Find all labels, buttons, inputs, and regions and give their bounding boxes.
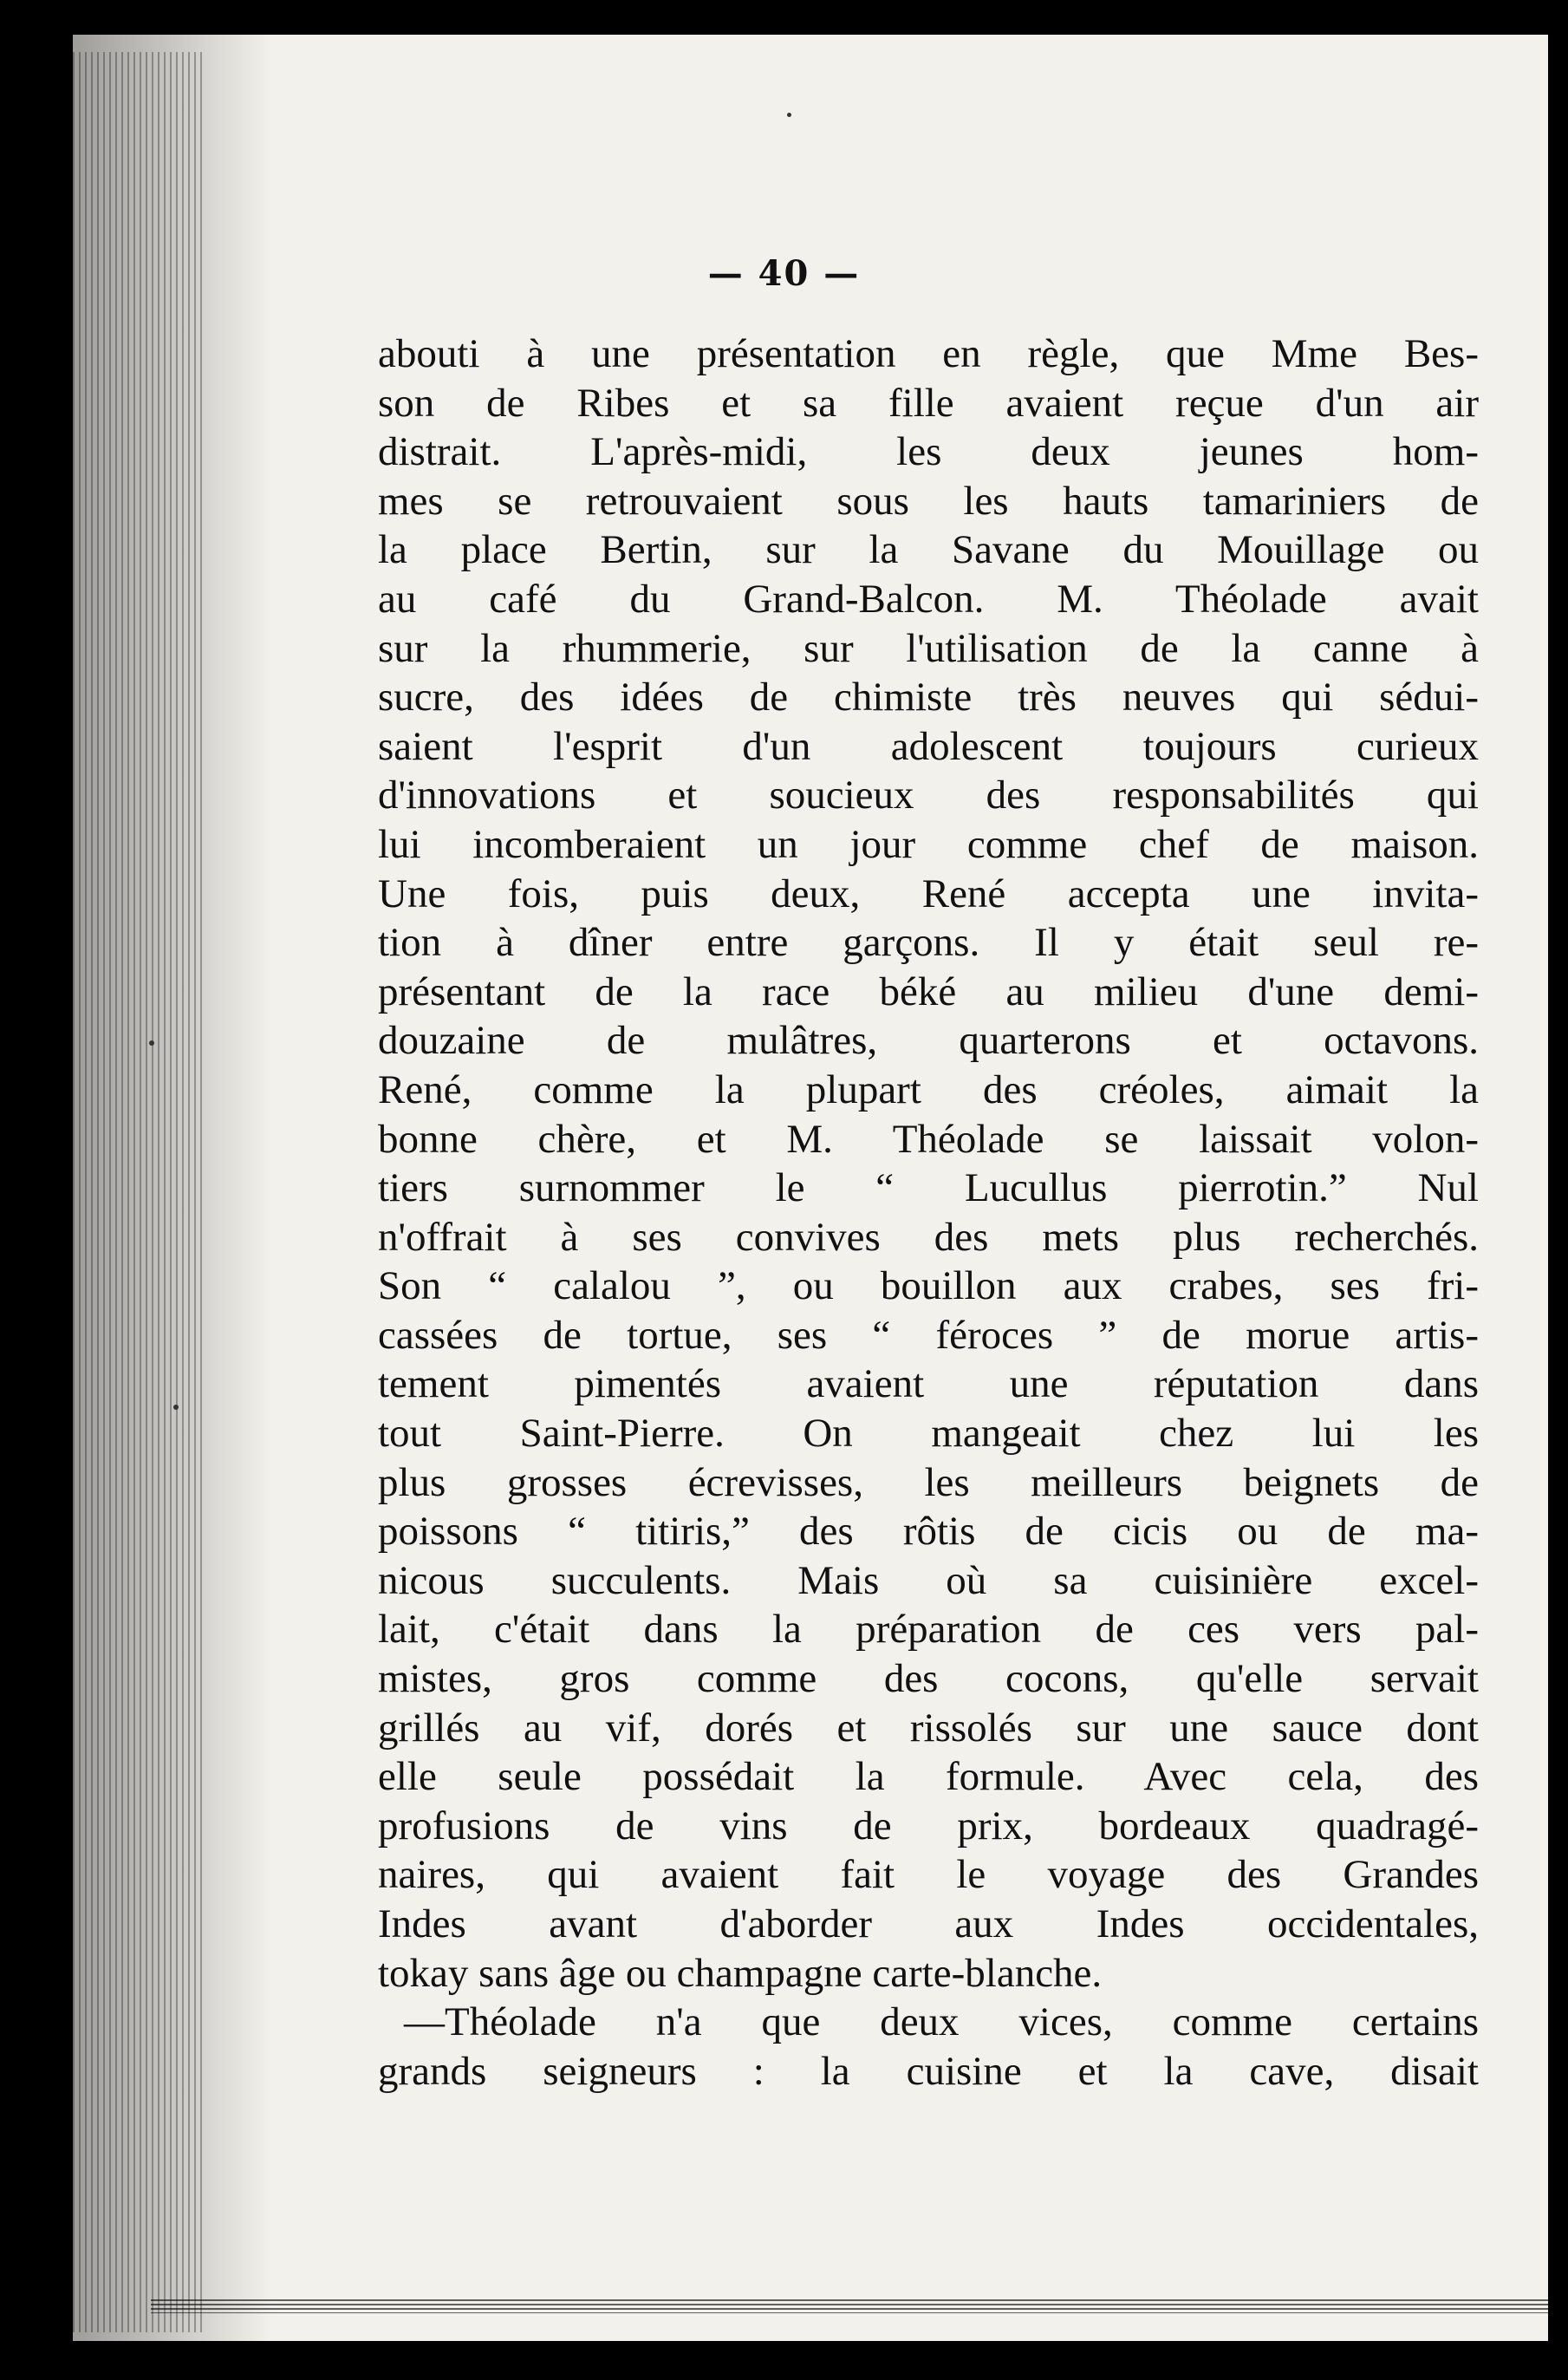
margin-speck bbox=[173, 1405, 179, 1410]
text-line: douzaine de mulâtres, quarterons et octavons. bbox=[378, 1018, 1479, 1064]
text-line: d'innovations et soucieux des responsabilités qui bbox=[378, 773, 1479, 818]
text-line: n'offrait à ses convives des mets plus recherchés. bbox=[378, 1214, 1479, 1260]
text-line: tokay sans âge ou champagne carte-blanche. bbox=[378, 1950, 1103, 1996]
text-line: profusions de vins de prix, bordeaux quadragé- bbox=[378, 1803, 1479, 1849]
text-line: distrait. L'après-midi, les deux jeunes hom- bbox=[378, 429, 1479, 475]
text-line: Une fois, puis deux, René accepta une invita- bbox=[378, 870, 1479, 916]
text-line: lui incomberaient un jour comme chef de maison. bbox=[378, 821, 1479, 867]
text-line: tout Saint-Pierre. On mangeait chez lui les bbox=[378, 1411, 1479, 1457]
page-number: — 40 — bbox=[707, 253, 861, 294]
text-line: sucre, des idées de chimiste très neuves qui sédui- bbox=[378, 675, 1479, 721]
text-line: grands seigneurs : la cuisine et la cave, disait bbox=[378, 2048, 1479, 2094]
text-line: bonne chère, et M. Théolade se laissait volon- bbox=[378, 1116, 1479, 1162]
text-line: grillés au vif, dorés et rissolés sur une sauce dont bbox=[378, 1705, 1479, 1751]
text-line: tement pimentés avaient une réputation dans bbox=[378, 1361, 1479, 1407]
text-line: lait, c'était dans la préparation de ces vers pal- bbox=[378, 1607, 1479, 1653]
margin-speck bbox=[787, 113, 791, 117]
text-line: mistes, gros comme des cocons, qu'elle servait bbox=[378, 1656, 1479, 1702]
page-edge-stack bbox=[73, 52, 203, 2332]
text-line: nicous succulents. Mais où sa cuisinière excel- bbox=[378, 1557, 1479, 1603]
text-line: présentant de la race béké au milieu d'une demi- bbox=[378, 968, 1479, 1014]
text-line: naires, qui avaient fait le voyage des Grandes bbox=[378, 1852, 1479, 1898]
text-line: plus grosses écrevisses, les meilleurs beignets de bbox=[378, 1459, 1479, 1505]
text-line: poissons “ titiris,” des rôtis de cicis ou de ma- bbox=[378, 1509, 1479, 1555]
text-line: Son “ calalou ”, ou bouillon aux crabes, ses fri- bbox=[378, 1263, 1479, 1309]
text-line: son de Ribes et sa fille avaient reçue d'un air bbox=[378, 380, 1479, 426]
text-line: —Théolade n'a que deux vices, comme certains bbox=[404, 1999, 1479, 2045]
margin-speck bbox=[149, 1040, 154, 1046]
text-line: Indes avant d'aborder aux Indes occidentales, bbox=[378, 1901, 1479, 1946]
text-line: au café du Grand-Balcon. M. Théolade avait bbox=[378, 576, 1479, 622]
text-line: tiers surnommer le “ Lucullus pierrotin.” Nul bbox=[378, 1165, 1479, 1211]
text-line: abouti à une présentation en règle, que Mme Bes- bbox=[378, 331, 1479, 376]
body-text bbox=[378, 329, 1479, 2096]
bottom-page-edge bbox=[151, 2299, 1548, 2313]
text-line: René, comme la plupart des créoles, aimait la bbox=[378, 1066, 1479, 1112]
text-line: saient l'esprit d'un adolescent toujours curieux bbox=[378, 723, 1479, 769]
text-line: elle seule possédait la formule. Avec cela, des bbox=[378, 1754, 1479, 1800]
text-line: cassées de tortue, ses “ féroces ” de morue artis- bbox=[378, 1312, 1479, 1358]
text-line: la place Bertin, sur la Savane du Mouillage ou bbox=[378, 527, 1479, 573]
text-line: sur la rhummerie, sur l'utilisation de la canne à bbox=[378, 625, 1479, 671]
text-line: tion à dîner entre garçons. Il y était seul re- bbox=[378, 920, 1479, 966]
text-line: mes se retrouvaient sous les hauts tamariniers de bbox=[378, 478, 1479, 524]
